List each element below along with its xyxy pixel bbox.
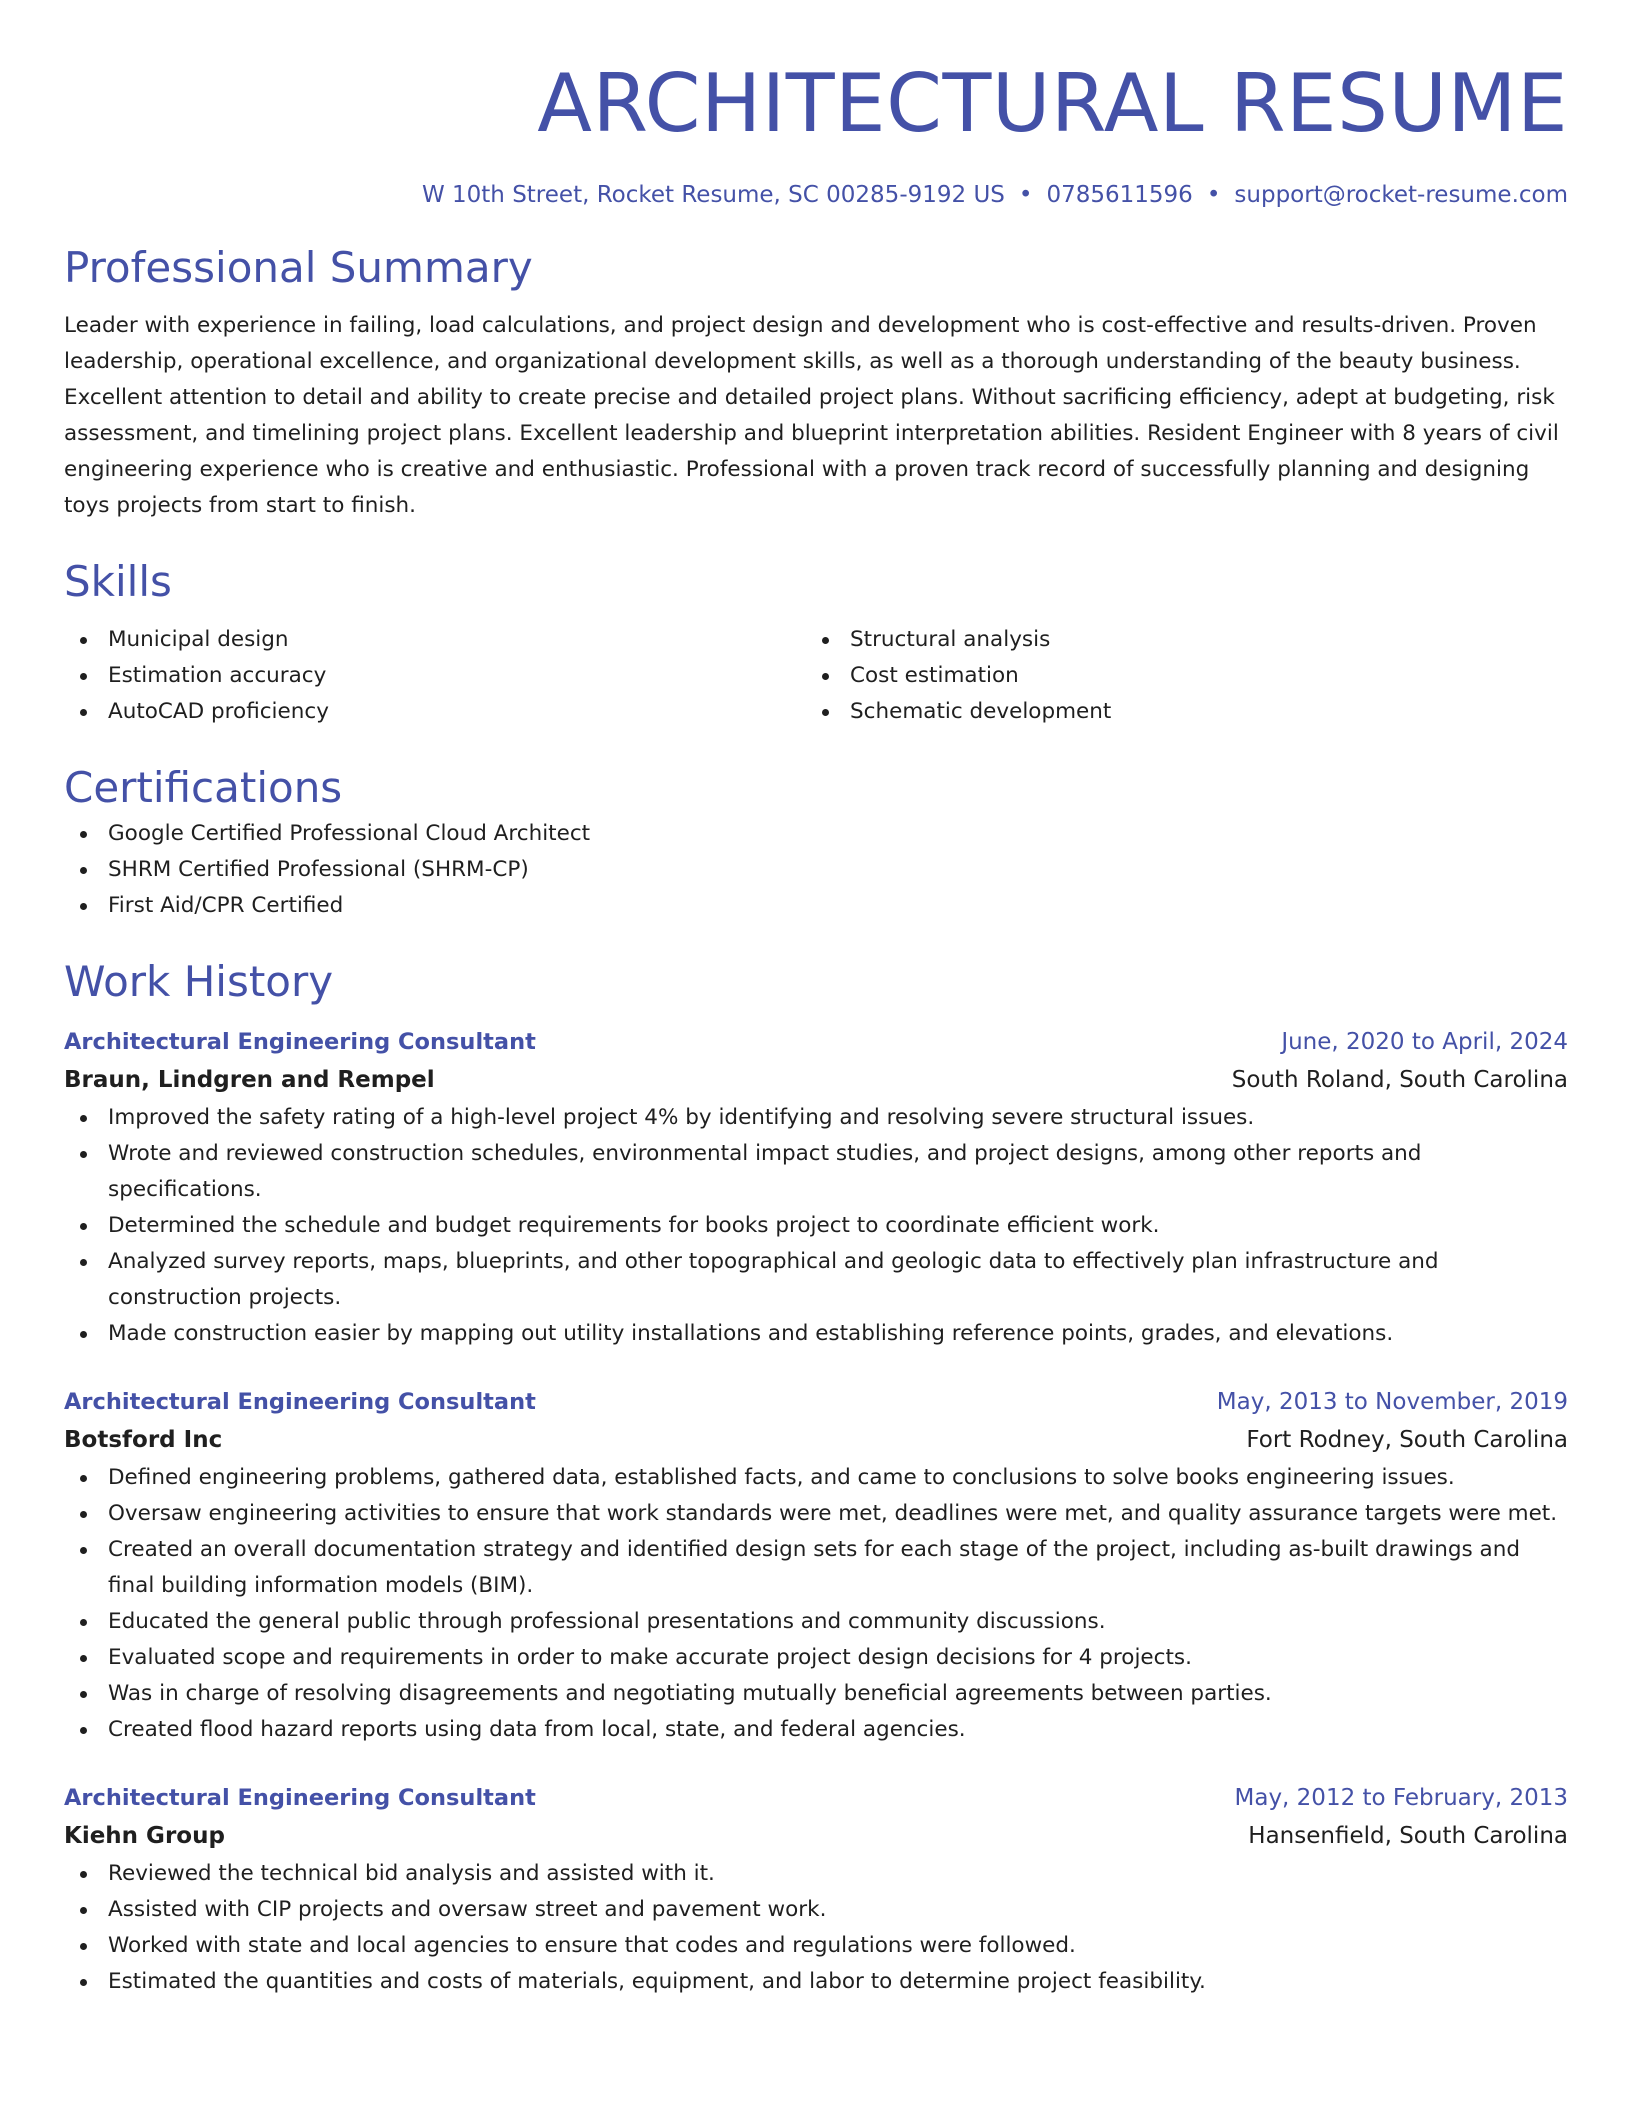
skill-item: Municipal design [64,622,806,658]
contact-phone: 0785611596 [1046,182,1193,208]
job-bullet: Estimated the quantities and costs of materials, equipment, and labor to determine project feasibility. [64,1964,1568,2000]
summary-heading: Professional Summary [64,243,533,292]
resume-page [64,0,1568,2000]
job-title: Architectural Engineering Consultant [64,1029,536,1055]
job-entry [64,1024,1568,1352]
job-bullet: Worked with state and local agencies to ensure that codes and regulations were followed. [64,1928,1568,1964]
job-location: Hansenfield, South Carolina [1248,1823,1568,1849]
resume-title: ARCHITECTURAL RESUME [537,57,1568,150]
certification-item: SHRM Certified Professional (SHRM-CP) [64,852,1568,888]
job-title: Architectural Engineering Consultant [64,1785,536,1811]
certifications-heading: Certifications [64,763,343,812]
work-history-heading: Work History [64,957,334,1006]
skills-list-left [64,622,806,730]
job-company: Kiehn Group [64,1823,225,1849]
job-bullet: Was in charge of resolving disagreements and negotiating mutually beneficial agreements between parties. [64,1676,1568,1712]
job-company: Braun, Lindgren and Rempel [64,1067,435,1093]
skill-item: Structural analysis [806,622,1548,658]
skill-item: Schematic development [806,694,1548,730]
job-entry [64,1384,1568,1748]
job-bullet: Made construction easier by mapping out utility installations and establishing reference points, grades, and elevations. [64,1316,1568,1352]
skills-list-right [806,622,1548,730]
job-bullet: Improved the safety rating of a high-level project 4% by identifying and resolving severe structural issues. [64,1100,1568,1136]
job-location: South Roland, South Carolina [1231,1067,1568,1093]
job-company-row [64,1816,1568,1856]
contact-address: W 10th Street, Rocket Resume, SC 00285-9192 US [421,182,1005,208]
skills-heading: Skills [64,557,172,606]
job-header-row [64,1780,1568,1816]
skill-item: Estimation accuracy [64,658,806,694]
job-bullet-list [64,1100,1568,1352]
contact-separator: • [1018,182,1033,208]
contact-line [64,178,1568,212]
contact-separator: • [1206,182,1221,208]
job-dates: June, 2020 to April, 2024 [1281,1029,1568,1055]
certification-item: First Aid/CPR Certified [64,888,1568,924]
job-bullet-list [64,1856,1568,2000]
job-bullet: Determined the schedule and budget requirements for books project to coordinate efficient work. [64,1208,1568,1244]
job-bullet: Created an overall documentation strategy and identified design sets for each stage of the project, including as-built drawings and final building information models (BIM). [64,1532,1568,1604]
job-company: Botsford Inc [64,1427,223,1453]
job-bullet: Created flood hazard reports using data from local, state, and federal agencies. [64,1712,1568,1748]
summary-text: Leader with experience in failing, load calculations, and project design and development who is cost-effective and results-driven. Proven leadership, operational excellence, and organizational development skills, as well as a thorough understanding of the beauty business. Excellent attention to detail and ability to create precise and detailed project plans. Without sacrificing efficiency, adept at budgeting, risk assessment, and timelining project plans. Excellent leadership and blueprint interpretation abilities. Resident Engineer with 8 years of civil engineering experience who is creative and enthusiastic. Professional with a proven track record of successfully planning and designing toys projects from start to finish. [64,313,1559,518]
job-bullet: Analyzed survey reports, maps, blueprints, and other topographical and geologic data to effectively plan infrastructure and construction projects. [64,1244,1568,1316]
skill-item: AutoCAD proficiency [64,694,806,730]
job-dates: May, 2013 to November, 2019 [1216,1389,1568,1415]
job-bullet: Assisted with CIP projects and oversaw street and pavement work. [64,1892,1568,1928]
job-header-row [64,1024,1568,1060]
certification-item: Google Certified Professional Cloud Architect [64,816,1568,852]
job-bullet: Evaluated scope and requirements in order to make accurate project design decisions for 4 projects. [64,1640,1568,1676]
job-bullet: Educated the general public through professional presentations and community discussions. [64,1604,1568,1640]
job-company-row [64,1420,1568,1460]
job-entry [64,1780,1568,2000]
job-bullet: Defined engineering problems, gathered data, established facts, and came to conclusions to solve books engineering issues. [64,1460,1568,1496]
job-bullet: Reviewed the technical bid analysis and assisted with it. [64,1856,1568,1892]
job-bullet-list [64,1460,1568,1748]
job-location: Fort Rodney, South Carolina [1246,1427,1568,1453]
job-dates: May, 2012 to February, 2013 [1234,1785,1568,1811]
job-company-row [64,1060,1568,1100]
job-bullet: Oversaw engineering activities to ensure that work standards were met, deadlines were met, and quality assurance targets were met. [64,1496,1568,1532]
skill-item: Cost estimation [806,658,1548,694]
contact-email: support@rocket-resume.com [1234,182,1568,208]
skills-grid [64,622,1568,730]
job-bullet: Wrote and reviewed construction schedules, environmental impact studies, and project designs, among other reports and specifications. [64,1136,1568,1208]
certifications-list [64,816,1568,924]
job-header-row [64,1384,1568,1420]
job-title: Architectural Engineering Consultant [64,1389,536,1415]
